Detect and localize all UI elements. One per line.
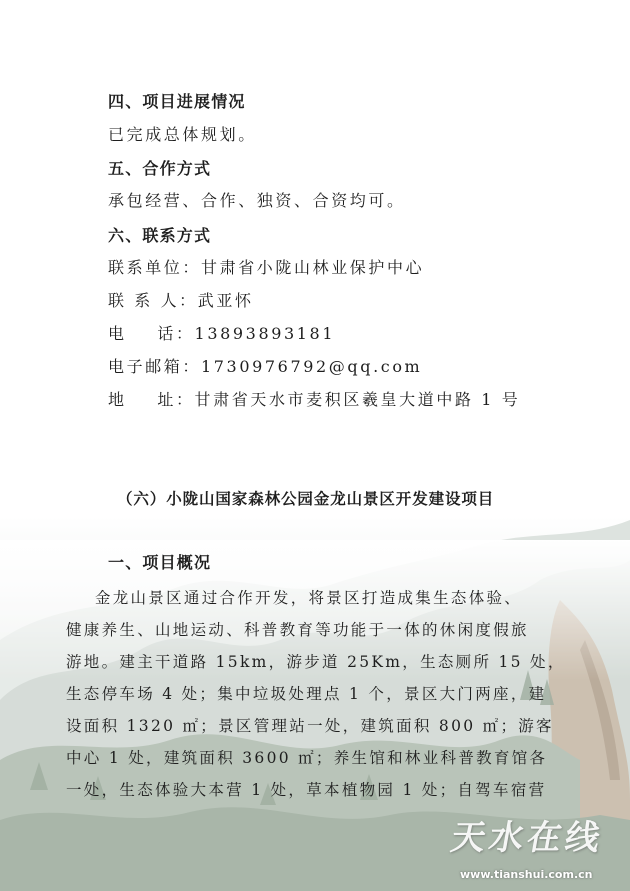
overview-heading: 一、项目概况 xyxy=(108,553,212,572)
contact-person: 联 系 人：武亚怀 xyxy=(108,291,254,310)
paragraph-line: 健康养生、山地运动、科普教育等功能于一体的休闲度假旅 xyxy=(66,621,529,639)
paragraph-line: 生态停车场 4 处；集中垃圾处理点 1 个，景区大门两座，建 xyxy=(66,685,547,703)
paragraph-line: 一处，生态体验大本营 1 处，草本植物园 1 处；自驾车宿营 xyxy=(66,781,547,799)
contact-unit: 联系单位：甘肃省小陇山林业保护中心 xyxy=(108,258,425,277)
section-6-heading: 六、联系方式 xyxy=(108,226,212,245)
contact-email: 电子邮箱：1730976792@qq.com xyxy=(108,357,423,376)
section-4-text: 已完成总体规划。 xyxy=(108,125,257,144)
paragraph-line: 设面积 1320 ㎡；景区管理站一处，建筑面积 800 ㎡；游客 xyxy=(66,717,554,735)
contact-phone: 电 话：13893893181 xyxy=(108,324,336,343)
paragraph-line: 中心 1 处，建筑面积 3600 ㎡；养生馆和林业科普教育馆各 xyxy=(66,749,548,767)
overview-paragraph xyxy=(66,587,566,811)
watermark-url: www.tianshui.com.cn xyxy=(460,868,593,881)
project-title: （六）小陇山国家森林公园金龙山景区开发建设项目 xyxy=(117,490,495,508)
section-5-text: 承包经营、合作、独资、合资均可。 xyxy=(108,191,406,210)
watermark-logo-text: 天水在线 xyxy=(447,818,607,858)
paragraph-line: 游地。建主干道路 15km，游步道 25Km，生态厕所 15 处， xyxy=(66,653,566,671)
contact-address: 地 址：甘肃省天水市麦积区羲皇大道中路 1 号 xyxy=(108,390,521,409)
section-5-heading: 五、合作方式 xyxy=(108,159,212,178)
section-4-heading: 四、项目进展情况 xyxy=(108,92,246,111)
paragraph-line: 金龙山景区通过合作开发，将景区打造成集生态体验、 xyxy=(66,589,523,607)
